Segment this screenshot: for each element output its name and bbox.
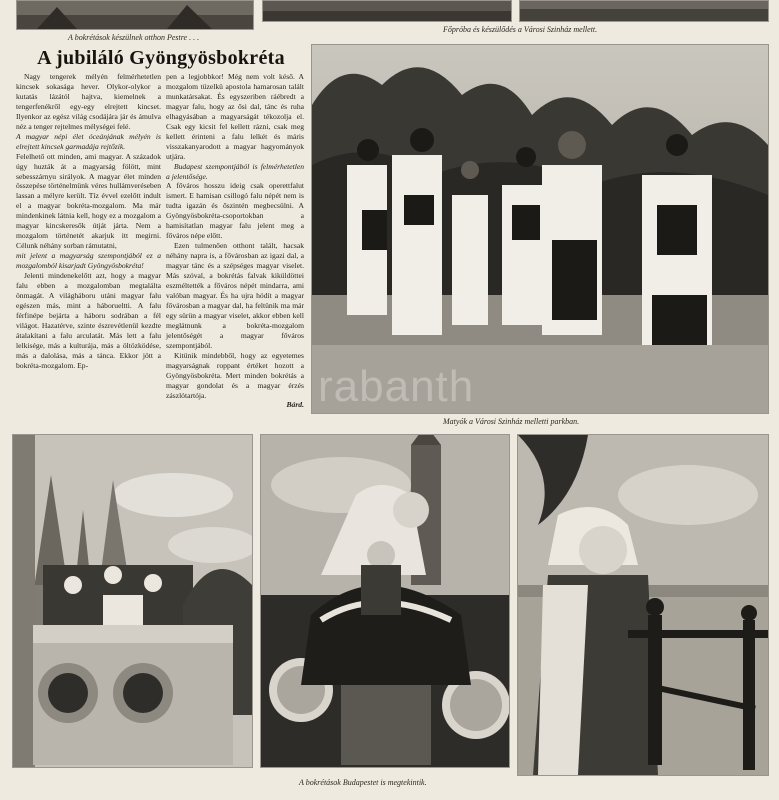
bottom-caption: A bokrétások Budapestet is megtekintik. — [299, 778, 427, 787]
main-photo-caption: Matyók a Városi Szinház melletti parkban. — [443, 417, 580, 426]
article-title: A jubiláló Gyöngyösbokréta — [37, 47, 285, 69]
top-photo-left — [16, 0, 254, 30]
author-signature: Bárd. — [286, 400, 304, 410]
main-photo-matyo-dancers — [311, 44, 769, 414]
paragraph: A magyar népi élet óceánjának mélyén is elrejtett kincsek garmadája rejtőzik. — [16, 131, 161, 151]
article-column-2 — [166, 72, 304, 410]
photo-woman-at-railing — [517, 434, 769, 776]
watermark-text: rabanth — [318, 362, 475, 411]
paragraph: Jelenti mindenekelőtt azt, hogy a magyar falu ebben a mozgalomban megtalálta önmagát. A világháboru utáni magyar falu egészen más, mint a háborueltti. A falu férfinépe bejárta a háboru sodrában a fél világot. Hazatérve, szinte észrevétlenül kezdte átalakítani a falu arculatát. Más lett a falu lelkisége, más a kulturája, más a öltözködése, más a dalolása, más a tánca. Ekkor jött a bokréta-mozgalom. Ep- — [16, 271, 161, 370]
article-column-1 — [16, 72, 161, 371]
paragraph: Ezen tulmenően otthont talált, hacsak néhány napra is, a fővárosban az igazi dal, a magyar tánc és a szépséges magyar viselet. Más szóval, a bokrétás falvak kiküldöttei eszméltették a főváros népét mindarra, ami valóban magyar. És ha ujra hódít a magyar fővárosban a magyar dal, ha feltünik ma már egy sürün a magyar viselet, akkor ebben kell meglátnunk a bokréta-mozgalom jelentőségét a magyar főváros szempontjából. — [166, 241, 304, 350]
paragraph: Budapest szempontjából is felmérhetetlen a jelentősége. — [166, 161, 304, 181]
paragraph: pen a legjobbkor! Még nem volt késő. A mozgalom tüzelkü apostola hamarosan talált munkatársakat. És egyszeriben ráébredt a magyar falu, hogy az ősi dal, tánc és ruha elhagyásában a magyarságát tékozolja el. Csak egy kicsit fel kellett rázni, csak meg kellett érinteni a falu lelkét és máris visszakanyarodott a magyar hagyományok utjára. — [166, 72, 304, 161]
paragraph: Felelhető ott minden, ami magyar. A századok úgy huzták át a magyarság fölött, mint sebesszárnyu sirályok. A magyar élet minden összepése történelmünk véres hullámveréseben lassan a mélyre került. Tíz évvel ezelőtt indult el a magyar bokréta-mozgalom. Ma már mindenkinek látnia kell, hogy ez a mozgalom a magyar kincskeresők útját járta. Nem a mozgalom történetét akarjuk itt megirni. Célunk néhány sorban rámutatni, — [16, 151, 161, 251]
top-caption-right: Főpróba és készülődés a Városi Szinház mellett. — [443, 25, 598, 34]
top-photo-right — [519, 0, 769, 22]
paragraph: mit jelent a magyarság szempontjából ez a mozgalomból kisarjadt Gyöngyösbokréta! — [16, 251, 161, 271]
photo-girl-on-car — [260, 434, 510, 768]
photo-fishermans-bastion — [12, 434, 253, 768]
top-photo-middle — [262, 0, 512, 22]
paragraph: Kitünik mindebből, hogy az egyetemes magyarságnak roppant értéket hozott a Gyöngyösbokréta. Mert minden bokrétás a magyar gondolat és a magyar érzés zászlótartója. — [166, 350, 304, 400]
paragraph: Nagy tengerek mélyén felmérhetetlen kincsek sokasága hever. Olykor-olykor a kutatás lázától hajtva, kiemelnek a tengerfenékről egy-egy elrejtett kincset. Ilyenkor az egész világ csodájára jár és ámulva néz a tenger rejtelmes mélységei felé. — [16, 72, 161, 131]
paragraph: A főváros hosszu ideig csak operettfalut ismert. E hamisan csillogó falu népét nem is tudta igazán és őszintén megbecsülni. A Gyöngyösbokréta-csoportokban a hamisítatlan magyar falu jelent meg a főváros népe előtt. — [166, 181, 304, 241]
top-caption-left: A bokrétások készülnek otthon Pestre . . . — [68, 33, 200, 42]
